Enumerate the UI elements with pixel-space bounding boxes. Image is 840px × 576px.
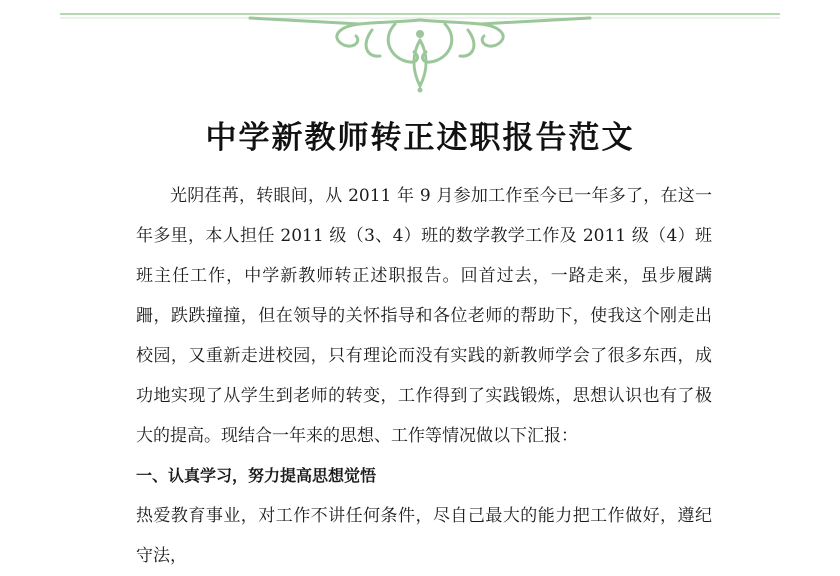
section-heading: 一、认真学习，努力提高思想觉悟 (136, 466, 377, 485)
section-paragraph: 热爱教育事业，对工作不讲任何条件，尽自己最大的能力把工作做好，遵纪守法， (136, 506, 712, 566)
intro-paragraph: 光阴荏苒，转眼间，从 2011 年 9 月参加工作至今已一年多了，在这一年多里，本人担任 2011 级（3、4）班的数学教学工作及 2011 级（4）班班主任工作，中学新教师转正述职报告。回首过去，一路走来，虽步履蹒跚，跌跌撞撞，但在领导的关怀指导和各位老师的帮助下，使我这个刚走出校园，又重新走进校园，只有理论而没有实践的新教师学会了很多东西，成功地实现了从学生到老师的转变，工作得到了实践锻炼，思想认识也有了极大的提高。现结合一年来的思想、工作等情况做以下汇报： (136, 186, 712, 446)
decorative-header-ornament (0, 0, 840, 95)
document-title: 中学新教师转正述职报告范文 (205, 120, 635, 156)
document-body (136, 176, 712, 576)
